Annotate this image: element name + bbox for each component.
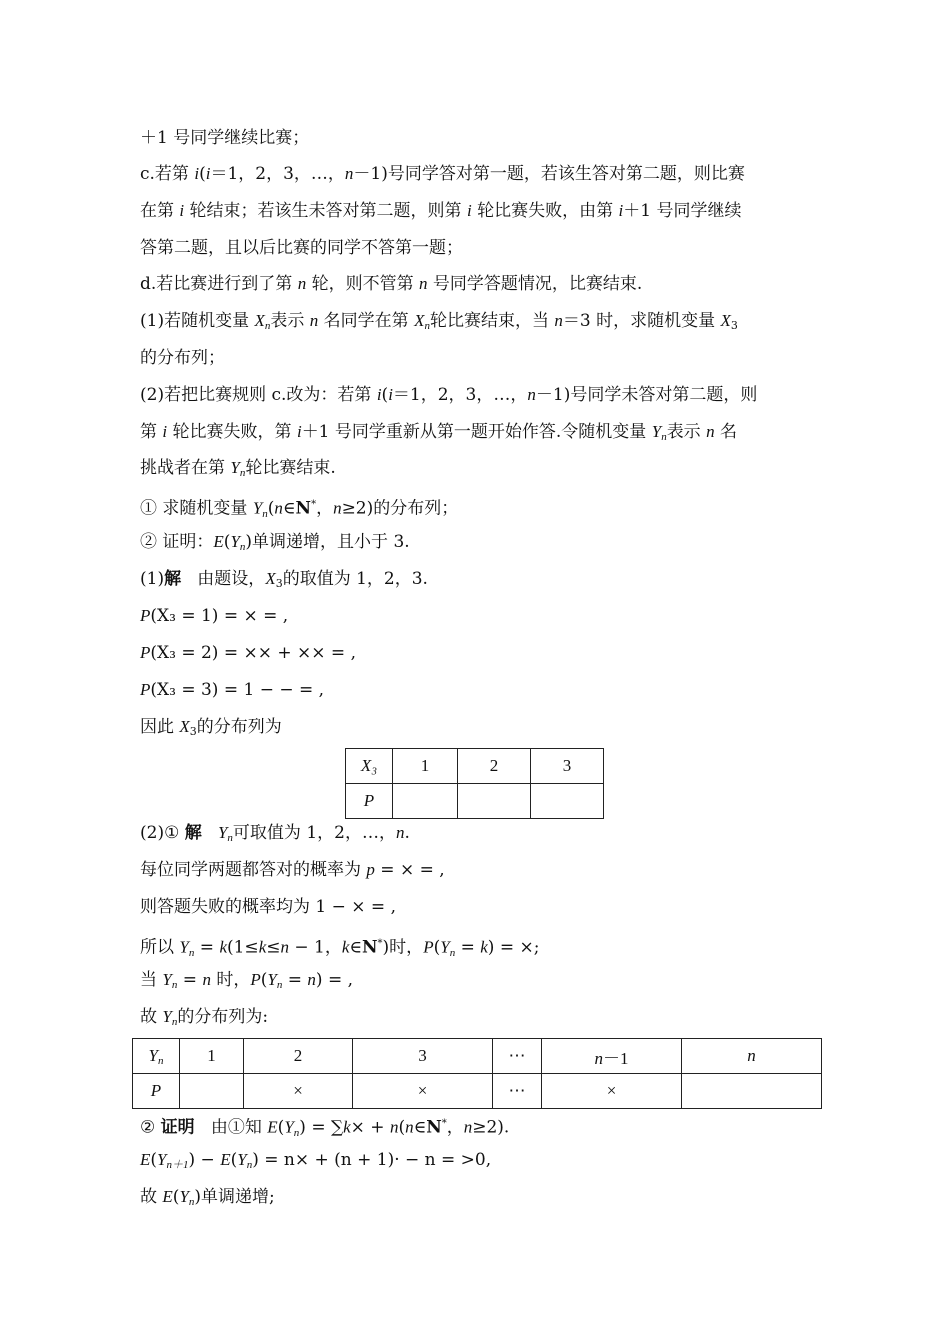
text: 的取值为 1，2，3. [282, 569, 428, 589]
text: N [426, 1117, 442, 1138]
text: 故 [140, 1187, 163, 1207]
text: ) = ∑ [299, 1117, 344, 1138]
var: E [220, 1150, 231, 1169]
text: 时， [210, 970, 251, 990]
text: (X₃ = 2) = ×× + ×× = , [150, 643, 356, 663]
text: ( [433, 937, 441, 958]
var: n [449, 946, 456, 959]
text: )时， [382, 937, 424, 958]
text: = [194, 937, 220, 958]
table-row [346, 749, 604, 784]
text: ( [230, 1150, 238, 1170]
text: ≤ [266, 937, 281, 958]
table-header-cell: 1 [180, 1039, 244, 1074]
text: d.若比赛进行到了第 [140, 274, 298, 294]
table-header-cell: 3 [353, 1039, 493, 1074]
text: (X₃ = 3) = 1 − − = , [150, 680, 325, 700]
text: ＋1 号同学继续比赛； [140, 128, 310, 148]
text-line [140, 1148, 491, 1177]
var: i [194, 164, 200, 183]
var: P [140, 643, 151, 662]
text: × + [350, 1117, 390, 1138]
text-line [140, 567, 428, 596]
var: E [162, 1187, 173, 1206]
var: P [423, 937, 434, 957]
text: 轮比赛结束. [245, 458, 336, 478]
var: E [140, 1150, 151, 1169]
text: (2)若把比赛规则 c.改为：若第 [140, 385, 377, 405]
table-header-cell [346, 749, 393, 784]
text: = [177, 970, 203, 990]
var: i [618, 201, 624, 220]
table-header-cell [682, 1039, 822, 1074]
table-header-cell: ⋯ [493, 1039, 542, 1074]
text: ① 求随机变量 [140, 498, 253, 519]
text: ＝3 时，求随机变量 [562, 311, 721, 331]
var: n [554, 311, 563, 330]
table-row [346, 784, 604, 819]
text-line [140, 126, 309, 150]
distribution-table-x3 [345, 748, 604, 819]
var: n [309, 311, 319, 330]
var: Y [230, 532, 240, 551]
var: n [333, 498, 342, 518]
table-cell [458, 784, 531, 819]
var: i [205, 164, 211, 183]
text: ( [172, 1187, 180, 1207]
var: k [341, 937, 350, 957]
table-cell: × [244, 1074, 353, 1109]
var: P [250, 970, 261, 989]
text: (1)若随机变量 [140, 311, 255, 331]
var: n [171, 1016, 178, 1028]
text: ( [277, 1117, 285, 1138]
text: 当 [140, 970, 163, 990]
text: 第 [140, 422, 163, 442]
table-row-label [346, 784, 393, 819]
var: n [527, 385, 536, 404]
var: i [162, 422, 168, 441]
text: (1) [140, 569, 165, 589]
var: n [293, 1126, 300, 1139]
text: ( [223, 532, 231, 552]
var: n [157, 1054, 164, 1067]
text: N [362, 937, 378, 958]
text-line [140, 530, 410, 559]
var: n [276, 979, 283, 991]
subscript: 3 [189, 725, 197, 738]
text: * [311, 499, 317, 510]
text-line [140, 895, 396, 919]
text: ) = ×; [487, 937, 540, 958]
table-row-label [133, 1074, 180, 1109]
var: P [363, 791, 375, 810]
text: 的分布列为 [196, 717, 282, 737]
var: Y [651, 422, 662, 441]
text: ( [398, 1117, 406, 1138]
text: 名 [714, 422, 737, 442]
var: n [262, 507, 268, 520]
text: = × = , [374, 860, 445, 880]
var: Y [217, 823, 228, 842]
text: 由题设， [181, 569, 266, 589]
distribution-table-yn [132, 1038, 822, 1109]
var: n [405, 1117, 414, 1137]
text: ≥2)的分布列； [341, 498, 459, 519]
var: n [307, 970, 316, 989]
text: 可取值为 1，2，…， [232, 823, 396, 843]
text: 解 [164, 569, 182, 589]
var: Y [284, 1117, 294, 1137]
var: n [246, 1159, 253, 1171]
text: 因此 [140, 717, 180, 737]
var: k [219, 937, 227, 957]
text: − 1， [288, 937, 342, 958]
var: i [466, 201, 472, 220]
text [202, 823, 218, 843]
text: = [455, 937, 481, 958]
table-cell [180, 1074, 244, 1109]
text: 的分布列为: [177, 1007, 269, 1027]
var: Y [148, 1045, 158, 1065]
text: ＋1 号同学重新从第一题开始作答.令随机变量 [301, 422, 652, 442]
text: 由①知 [194, 1117, 268, 1138]
text: ② [140, 1117, 161, 1138]
text-line [140, 932, 539, 965]
text-line [140, 346, 225, 370]
text-line [140, 1112, 509, 1145]
table-header-cell [133, 1039, 180, 1074]
var: n [202, 970, 211, 989]
var: Y [267, 970, 277, 989]
text: －1 [603, 1048, 629, 1068]
text-line [140, 162, 745, 186]
text: 挑战者在第 [140, 458, 231, 478]
var: Y [157, 1150, 167, 1169]
text-line [140, 272, 642, 296]
text: ∈ [349, 937, 362, 958]
text-line [140, 493, 458, 526]
subscript: 3 [275, 577, 283, 590]
text-line [140, 236, 463, 260]
var: n [344, 164, 354, 183]
text: 则答题失败的概率均为 1 − × = , [140, 897, 396, 917]
var: P [140, 680, 151, 699]
var: k [480, 937, 488, 957]
text: ) = n× + (n + 1)· − n = >0, [252, 1150, 492, 1170]
text: c.若第 [140, 164, 195, 184]
var: n [395, 823, 405, 842]
text: 解 [184, 823, 202, 843]
text: )单调递增; [194, 1187, 275, 1207]
var: n [171, 979, 178, 991]
var: Y [179, 937, 189, 957]
var: X [720, 311, 731, 330]
table-cell: × [353, 1074, 493, 1109]
text-line [140, 604, 288, 628]
table-header-cell [542, 1039, 682, 1074]
text: (1≤ [226, 937, 259, 958]
var: n [389, 1117, 399, 1137]
table-row [133, 1039, 822, 1074]
text: = [282, 970, 308, 990]
var: P [140, 606, 151, 625]
var: Y [162, 970, 172, 989]
text: ( [381, 385, 389, 405]
var: Y [162, 1007, 172, 1026]
text-line [140, 1185, 275, 1214]
var: Y [440, 937, 450, 957]
var: k [343, 1117, 351, 1137]
var: X₃ [360, 756, 378, 775]
text: 轮比赛失败，第 [167, 422, 297, 442]
var: n [188, 1196, 195, 1208]
text: 在第 [140, 201, 180, 221]
text: ( [267, 498, 275, 519]
var: Y [230, 458, 240, 477]
text: 故 [140, 1007, 163, 1027]
text: * [377, 938, 383, 949]
text-line [140, 199, 741, 223]
text-line [140, 968, 353, 997]
text-line [140, 1005, 268, 1034]
text: 表示 [270, 311, 310, 331]
text-line [140, 309, 738, 338]
text: ＋1 号同学继续 [623, 201, 742, 221]
text: 所以 [140, 937, 180, 958]
text: ≥2). [472, 1117, 510, 1138]
var: n [239, 467, 246, 479]
text-line [140, 858, 445, 882]
text: ， [316, 498, 334, 519]
table-cell [682, 1074, 822, 1109]
var: n [297, 274, 307, 293]
text: ) − [188, 1150, 221, 1170]
text-line [140, 456, 336, 485]
text: ， [446, 1117, 464, 1138]
var: E [267, 1117, 278, 1137]
text: N [295, 498, 312, 519]
table-header-cell: 1 [393, 749, 458, 784]
var: n [706, 422, 715, 441]
var: n [274, 498, 283, 518]
var: n [419, 274, 428, 293]
text: 证明 [160, 1117, 195, 1138]
text: 轮结束；若该生未答对第二题，则第 [184, 201, 467, 221]
text: (2)① [140, 823, 185, 843]
table-cell [393, 784, 458, 819]
text: ＝1，2，3，…， [392, 385, 528, 405]
var: X [265, 569, 276, 588]
var: n [227, 832, 233, 844]
var: n [280, 937, 289, 957]
var: X [179, 717, 190, 736]
text: 的分布列； [140, 348, 225, 368]
var: i [179, 201, 185, 220]
text: 名同学在第 [318, 311, 415, 331]
var: n [424, 320, 430, 332]
text: 答第二题，且以后比赛的同学不答第一题； [140, 238, 463, 258]
text-line [140, 715, 282, 744]
var: n [463, 1117, 473, 1137]
text: 轮比赛结束，当 [429, 311, 555, 331]
text-line [140, 641, 356, 665]
text-line [140, 678, 324, 702]
var: k [258, 937, 267, 957]
text-line [140, 420, 737, 449]
text: ∈ [413, 1117, 427, 1138]
var: Y [237, 1150, 247, 1169]
text: －1)号同学未答对第二题，则 [535, 385, 758, 405]
var: Y [179, 1187, 189, 1206]
text: ) = , [315, 970, 353, 990]
text: 轮，则不管第 [306, 274, 420, 294]
text: . [404, 823, 410, 843]
text: ∈ [282, 498, 296, 519]
table-header-cell: 2 [244, 1039, 353, 1074]
text: ( [260, 970, 268, 990]
text: 表示 [666, 422, 707, 442]
var: E [213, 532, 224, 551]
var: n＋1 [166, 1159, 189, 1171]
var: n [747, 1046, 756, 1065]
var: n [661, 431, 667, 443]
text: ② 证明： [140, 532, 214, 552]
table-header-cell: 2 [458, 749, 531, 784]
var: n [239, 541, 246, 553]
table-row [133, 1074, 822, 1109]
text: (X₃ = 1) = × = , [150, 606, 289, 626]
var: Y [252, 498, 263, 518]
table-cell: ⋯ [493, 1074, 542, 1109]
var: i [388, 385, 393, 404]
text: )单调递增，且小于 3. [245, 532, 410, 552]
var: n [594, 1048, 603, 1068]
var: i [376, 385, 382, 404]
text-line [140, 383, 757, 407]
table-cell [531, 784, 604, 819]
text: 每位同学两题都答对的概率为 [140, 860, 367, 880]
text: * [441, 1118, 447, 1129]
text-line [140, 821, 410, 850]
text: ＝1，2，3，…， [210, 164, 345, 184]
var: X [414, 311, 425, 330]
text: 号同学答题情况，比赛结束. [427, 274, 643, 294]
text: －1)号同学答对第一题，若该生答对第二题，则比赛 [353, 164, 745, 184]
table-cell: × [542, 1074, 682, 1109]
var: n [264, 320, 271, 332]
var: P [150, 1081, 162, 1100]
subscript: 3 [730, 319, 738, 332]
text: ( [150, 1150, 158, 1170]
text: ( [199, 164, 206, 184]
var: p [366, 860, 375, 879]
var: X [254, 311, 265, 330]
var: n [188, 946, 195, 959]
text: 轮比赛失败，由第 [471, 201, 619, 221]
var: i [296, 422, 302, 441]
table-header-cell: 3 [531, 749, 604, 784]
